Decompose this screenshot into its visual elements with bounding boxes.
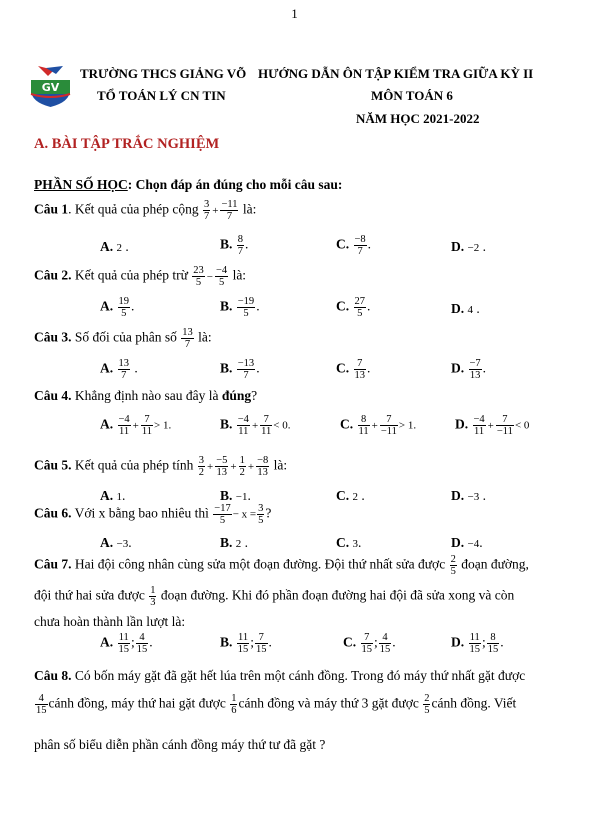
- question-2: Câu 2. Kết quả của phép trừ $\frac{23}{5}$ − $\frac{-4}{5}$ là:: [34, 265, 247, 289]
- document-title: HƯỚNG DẪN ÔN TẬP KIỂM TRA GIỮA KỲ II: [258, 66, 534, 81]
- question-3: Câu 3. Số đối của phân số $\frac{13}{7}$ là:: [34, 327, 212, 351]
- question-8-line-3: phân số biểu diễn phần cánh đồng máy thứ tư đã gặt ?: [34, 737, 326, 752]
- question-label: Câu 1: [34, 201, 69, 217]
- option-d[interactable]: D. 4 .: [451, 301, 480, 316]
- svg-text:GV: GV: [41, 81, 60, 94]
- page-number: 1: [291, 6, 298, 21]
- option-b[interactable]: B. $\frac{-4}{11}$ + $\frac{7}{11}$ < 0.: [220, 414, 291, 438]
- option-d[interactable]: D. $\frac{-7}{13}$ .: [451, 358, 487, 382]
- question-4: Câu 4. Khẳng định nào sau đây là đúng?: [34, 388, 258, 403]
- option-d[interactable]: D. −2 .: [451, 239, 486, 254]
- option-d[interactable]: D. $\frac{11}{15}$ ; $\frac{8}{15}$ .: [451, 632, 504, 656]
- question-7-line-1: Câu 7. Hai đội công nhân cùng sửa một đoạn đường. Đội thứ nhất sửa được $\frac{2}{5}$ đoạn đường,: [34, 554, 529, 578]
- question-5: Câu 5. Kết quả của phép tính $\frac{3}{2}$ + $\frac{-5}{13}$ + $\frac{1}{2}$ + $\frac{-8}{13}$ là:: [34, 455, 288, 479]
- question-6: Câu 6. Với x bằng bao nhiêu thì $\frac{-17}{5}$ − x = $\frac{3}{5}$ ?: [34, 503, 272, 527]
- question-8-line-1: Câu 8. Có bốn máy gặt đã gặt hết lúa trên một cánh đồng. Trong đó máy thứ nhất gặt được: [34, 668, 526, 683]
- option-d[interactable]: D. −3 .: [451, 488, 486, 503]
- option-b[interactable]: B. −1.: [220, 488, 251, 503]
- option-a[interactable]: A. 2 .: [100, 239, 129, 254]
- option-c[interactable]: C. $\frac{-8}{7}$ .: [336, 234, 372, 258]
- question-1: Câu 1. Kết quả của phép cộng $\frac{3}{7}$ + $\frac{-11}{7}$ là:: [34, 199, 257, 223]
- option-b[interactable]: B. $\frac{11}{15}$ ; $\frac{7}{15}$ .: [220, 632, 272, 656]
- option-a[interactable]: A. $\frac{-4}{11}$ + $\frac{7}{11}$ > 1.: [100, 414, 172, 438]
- question-7-line-3: chưa hoàn thành lần lượt là:: [34, 614, 186, 629]
- option-d[interactable]: D. $\frac{-4}{11}$ + $\frac{7}{-11}$ < 0: [455, 414, 530, 438]
- question-7-line-2: đội thứ hai sửa được $\frac{1}{3}$ đoạn đường. Khi đó phần đoạn đường hai đội đã sửa xong và còn: [34, 585, 515, 609]
- option-c[interactable]: C. 2 .: [336, 488, 365, 503]
- option-b[interactable]: B. $\frac{8}{7}$ .: [220, 234, 249, 258]
- school-name: TRƯỜNG THCS GIẢNG VÕ: [80, 66, 247, 81]
- part-instruction: : Chọn đáp án đúng cho mỗi câu sau:: [127, 177, 343, 192]
- option-c[interactable]: C. 3.: [336, 535, 362, 550]
- option-a[interactable]: A. $\frac{11}{15}$ ; $\frac{4}{15}$ .: [100, 632, 153, 656]
- option-c[interactable]: C. $\frac{8}{11}$ + $\frac{7}{-11}$ > 1.: [340, 414, 417, 438]
- question-text: . Kết quả của phép cộng: [68, 201, 199, 217]
- section-heading: A. BÀI TẬP TRẮC NGHIỆM: [34, 136, 220, 152]
- option-b[interactable]: B. $\frac{-19}{5}$ .: [220, 296, 260, 320]
- school-year: NĂM HỌC 2021-2022: [356, 111, 480, 126]
- option-c[interactable]: C. $\frac{7}{15}$ ; $\frac{4}{15}$ .: [343, 632, 396, 656]
- department-name: TỔ TOÁN LÝ CN TIN: [97, 88, 226, 103]
- option-b[interactable]: B. 2 .: [220, 535, 249, 550]
- option-a[interactable]: A. −3.: [100, 535, 132, 550]
- option-c[interactable]: C. $\frac{7}{13}$ .: [336, 358, 371, 382]
- option-c[interactable]: C. $\frac{27}{5}$ .: [336, 296, 371, 320]
- school-logo: [28, 60, 73, 108]
- option-a[interactable]: A. 1.: [100, 488, 126, 503]
- subject-name: MÔN TOÁN 6: [371, 88, 453, 103]
- option-d[interactable]: D. −4.: [451, 535, 483, 550]
- question-8-line-2: $\frac{4}{15}$ cánh đồng, máy thứ hai gặt được $\frac{1}{6}$ cánh đồng và máy thứ 3 gặt được $\frac{2}{5}$ cánh đồng. Viết: [36, 693, 517, 717]
- part-title: PHẦN SỐ HỌC: [34, 177, 128, 192]
- option-b[interactable]: B. $\frac{-13}{7}$ .: [220, 358, 260, 382]
- option-a[interactable]: A. $\frac{19}{5}$ .: [100, 296, 135, 320]
- option-a[interactable]: A. $\frac{13}{7}$ .: [100, 358, 138, 382]
- part-heading: [34, 177, 342, 193]
